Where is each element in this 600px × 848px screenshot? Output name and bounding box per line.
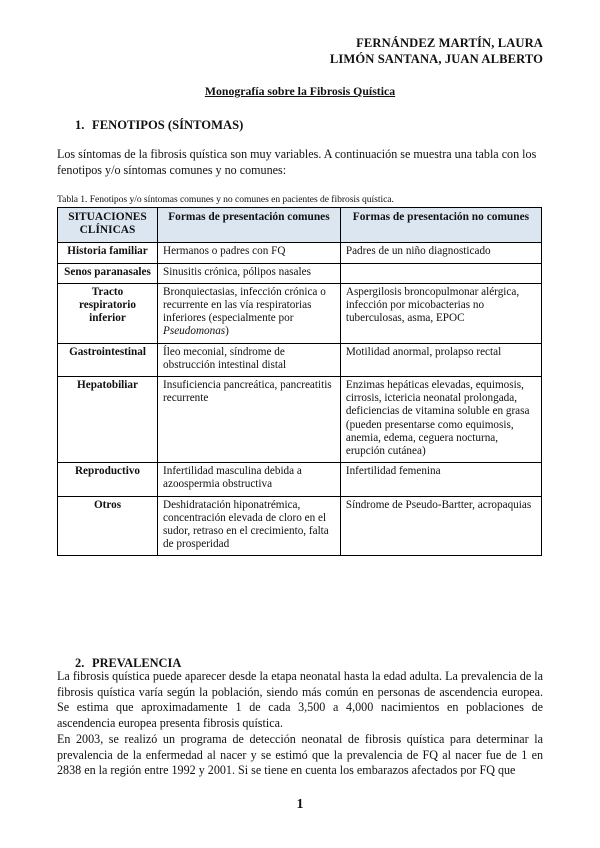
- common-cell: Sinusitis crónica, pólipos nasales: [158, 263, 341, 283]
- uncommon-cell: Enzimas hepáticas elevadas, equimosis, cirrosis, ictericia neonatal prolongada, deficiencias de vitamina soluble en grasa (pueden presentarse como equimosis, anemia, edema, ceguera nocturna, erupción cutánea): [340, 377, 541, 463]
- common-cell: [158, 283, 341, 343]
- section-1-heading: [75, 118, 243, 133]
- common-cell: Hermanos o padres con FQ: [158, 243, 341, 263]
- situation-cell: Senos paranasales: [58, 263, 158, 283]
- common-cell: Deshidratación hiponatrémica, concentración elevada de cloro en el sudor, retraso en el crecimiento, falta de prosperidad: [158, 496, 341, 556]
- section-2-title: PREVALENCIA: [92, 656, 182, 670]
- header-situations: SITUACIONES CLÍNICAS: [58, 208, 158, 243]
- prevalence-paragraph-1: La fibrosis quística puede aparecer desde la etapa neonatal hasta la edad adulta. La prevalencia de la fibrosis quística varía según la población, siendo más común en personas de ascendencia europea. Se estima que aproximadamente 1 de cada 3,500 a 4,000 nacimientos en poblaciones de ascendencia europea presenta fibrosis quística.: [57, 669, 543, 730]
- situation-cell: Reproductivo: [58, 463, 158, 496]
- common-cell: Infertilidad masculina debida a azoospermia obstructiva: [158, 463, 341, 496]
- uncommon-cell: Infertilidad femenina: [340, 463, 541, 496]
- common-text-end: ): [225, 325, 229, 338]
- table-header-row: [58, 208, 542, 243]
- prevalence-paragraph-2: En 2003, se realizó un programa de detección neonatal de fibrosis quística para determinar la prevalencia de la enfermedad al nacer y se estimó que la prevalencia de FQ al nacer fue de 1 en 2838 en la región entre 1992 y 2001. Si se tiene en cuenta los embarazos afectados por FQ que: [57, 732, 543, 778]
- situation-cell: Hepatobiliar: [58, 377, 158, 463]
- header-uncommon: Formas de presentación no comunes: [340, 208, 541, 243]
- phenotype-table: [57, 207, 542, 556]
- intro-paragraph: Los síntomas de la fibrosis quística son muy variables. A continuación se muestra una tabla con los fenotipos y/o síntomas comunes y no comunes:: [57, 147, 537, 177]
- section-2-number: 2.: [75, 656, 85, 670]
- uncommon-cell: Síndrome de Pseudo-Bartter, acropaquias: [340, 496, 541, 556]
- common-text: Bronquiectasias, infección crónica o recurrente en las vía respiratorias inferiores (especialmente por: [163, 285, 326, 325]
- common-cell: Íleo meconial, síndrome de obstrucción intestinal distal: [158, 343, 341, 376]
- uncommon-cell: Motilidad anormal, prolapso rectal: [340, 343, 541, 376]
- section-1-title: FENOTIPOS (SÍNTOMAS): [92, 118, 244, 132]
- uncommon-cell: Aspergilosis broncopulmonar alérgica, infección por micobacterias no tuberculosas, asma, EPOC: [340, 283, 541, 343]
- table-row: [58, 496, 542, 556]
- table-row: [58, 377, 542, 463]
- table-row: [58, 463, 542, 496]
- page-number: 1: [296, 797, 304, 812]
- author-block: [330, 36, 543, 67]
- section-1-number: 1.: [75, 118, 85, 132]
- situation-cell: Historia familiar: [58, 243, 158, 263]
- situation-cell: Otros: [58, 496, 158, 556]
- author-2: LIMÓN SANTANA, JUAN ALBERTO: [329, 51, 543, 66]
- author-1: FERNÁNDEZ MARTÍN, LAURA: [356, 36, 543, 50]
- document-title: Monografía sobre la Fibrosis Quística: [204, 84, 396, 98]
- table-row: [58, 263, 542, 283]
- uncommon-cell: [340, 263, 541, 283]
- common-cell: Insuficiencia pancreática, pancreatitis recurrente: [158, 377, 341, 463]
- situation-cell: Tracto respiratorio inferior: [58, 283, 158, 343]
- common-italic-text: Pseudomonas: [163, 325, 226, 338]
- table-row: [58, 243, 542, 263]
- uncommon-cell: Padres de un niño diagnosticado: [340, 243, 541, 263]
- header-common: Formas de presentación comunes: [158, 208, 341, 243]
- table-row: [58, 283, 542, 343]
- table-caption: Tabla 1. Fenotipos y/o síntomas comunes y no comunes en pacientes de fibrosis quística.: [57, 194, 394, 205]
- situation-cell: Gastrointestinal: [58, 343, 158, 376]
- table-row: [58, 343, 542, 376]
